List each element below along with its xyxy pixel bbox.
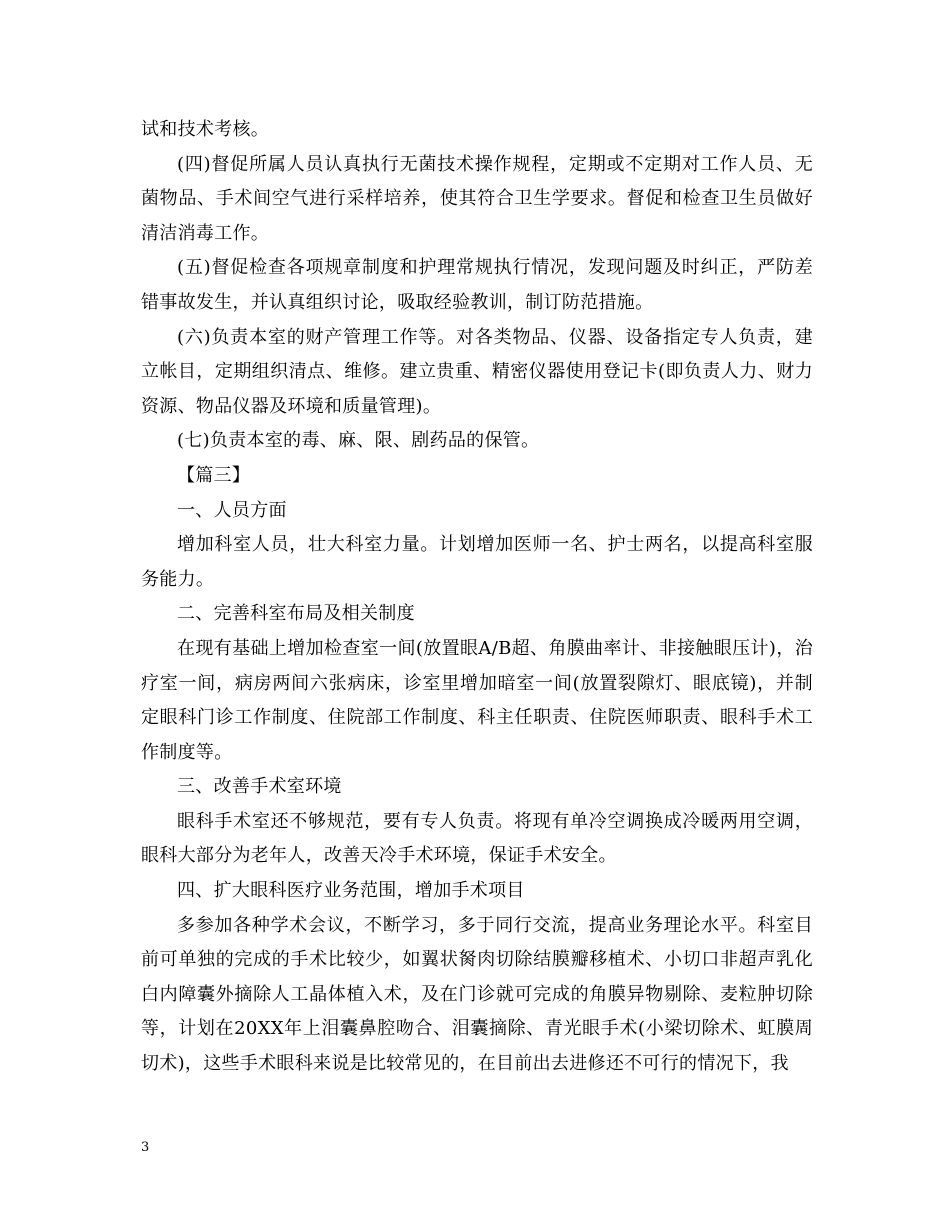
section-heading: 三、改善手术室环境 xyxy=(177,776,342,798)
section-heading: 一、人员方面 xyxy=(177,499,287,521)
paragraph: (四)督促所属人员认真执行无菌技术操作规程，定期或不定期对工作人员、无菌物品、手术间空气进行采样培养，使其符合卫生学要求。督促和检查卫生员做好清洁消毒工作。 xyxy=(141,153,813,244)
paragraph: 在现有基础上增加检查室一间(放置眼A/B超、角膜曲率计、非接触眼压计)，治疗室一间，病房两间六张病床，诊室里增加暗室一间(放置裂隙灯、眼底镜)，并制定眼科门诊工作制度、住院部工作制度、科主任职责、住院医师职责、眼科手术工作制度等。 xyxy=(141,637,813,763)
paragraph: 多参加各种学术会议，不断学习，多于同行交流，提高业务理论水平。科室目前可单独的完成的手术比较少，如翼状胬肉切除结膜瓣移植术、小切口非超声乳化白内障囊外摘除人工晶体植入术，及在门诊就可完成的角膜异物剔除、麦粒肿切除等，计划在20XX年上泪囊鼻腔吻合、泪囊摘除、青光眼手术(小梁切除术、虹膜周切术)，这些手术眼科来说是比较常见的，在目前出去进修还不可行的情况下，我 xyxy=(141,914,813,1075)
section-heading: 【篇三】 xyxy=(177,464,251,486)
section-heading: 四、扩大眼科医疗业务范围，增加手术项目 xyxy=(177,880,525,902)
section-heading: 二、完善科室布局及相关制度 xyxy=(177,603,415,625)
paragraph: (六)负责本室的财产管理工作等。对各类物品、仪器、设备指定专人负责，建立帐目，定期组织清点、维修。建立贵重、精密仪器使用登记卡(即负责人力、财力资源、物品仪器及环境和质量管理)。 xyxy=(141,326,813,417)
paragraph: (五)督促检查各项规章制度和护理常规执行情况，发现问题及时纠正，严防差错事故发生，并认真组织讨论，吸取经验教训，制订防范措施。 xyxy=(141,257,813,313)
paragraph: (七)负责本室的毒、麻、限、剧药品的保管。 xyxy=(177,430,540,452)
page-number: 3 xyxy=(141,1140,150,1155)
paragraph: 试和技术考核。 xyxy=(141,119,270,140)
paragraph: 增加科室人员，壮大科室力量。计划增加医师一名、护士两名，以提高科室服务能力。 xyxy=(141,534,813,590)
paragraph: 眼科手术室还不够规范，要有专人负责。将现有单冷空调换成冷暖两用空调，眼科大部分为老年人，改善天冷手术环境，保证手术安全。 xyxy=(141,810,813,867)
document-body xyxy=(141,113,813,1082)
